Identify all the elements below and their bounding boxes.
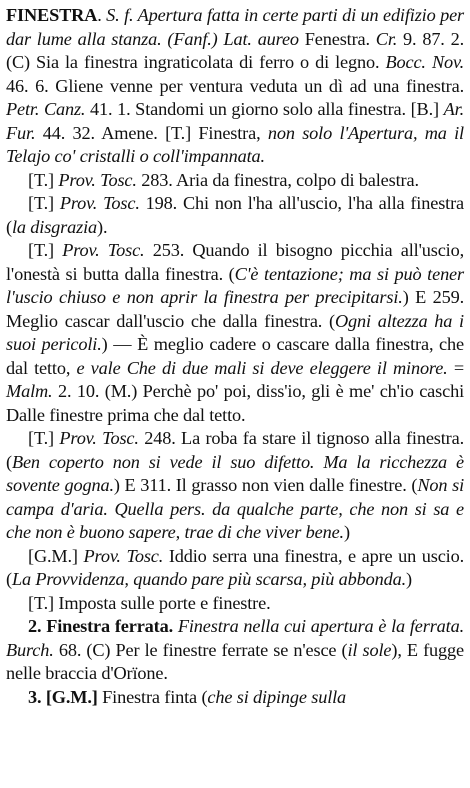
body-text: 283. Aria da finestra, colpo di balestra.	[136, 169, 419, 190]
body-text: [T.]	[28, 169, 59, 190]
italic-text: Cr.	[375, 28, 398, 49]
body-text: [T.]	[28, 193, 60, 213]
italic-text: e vale Che di due mali si deve eleggere il minore.	[76, 357, 448, 378]
italic-text: S. f. Apertura fatta in certe parti di un edifizio per dar lume alla stanza. (Fanf.) Lat. aureo	[6, 5, 465, 49]
italic-text: Prov. Tosc.	[62, 240, 145, 260]
bold-text: 2. Finestra ferrata.	[28, 616, 174, 636]
body-text: Fenestra.	[298, 28, 376, 49]
paragraph	[6, 4, 464, 169]
body-text: =	[447, 357, 464, 378]
italic-text: Bocc. Nov.	[385, 52, 465, 72]
italic-text: La Provvidenza, quando pare più scarsa, più abbonda.	[11, 569, 406, 589]
italic-text: la disgrazia	[11, 216, 98, 237]
italic-text: non solo l'Apertura, ma il Telajo co' cristalli o coll'impannata.	[6, 122, 464, 166]
italic-text: Ar. Fur.	[6, 99, 464, 143]
bold-text: 3. [G.M.]	[28, 686, 98, 707]
body-text: )	[405, 569, 412, 589]
body-text: ) — È meglio cadere o cascare dalla finestra, che dal tetto,	[6, 334, 464, 378]
italic-text: Ogni altezza ha i suoi pericoli.	[6, 310, 464, 354]
body-text: [T.]	[28, 428, 60, 448]
paragraph	[6, 686, 464, 710]
italic-text: Finestra nella cui apertura è la ferrata. Burch.	[6, 616, 465, 660]
body-text: ).	[97, 216, 108, 237]
body-text: ) E 311. Il grasso non vien dalle finestre. (	[113, 475, 418, 495]
body-text: 44. 32. Amene. [T.] Finestra,	[35, 122, 268, 143]
italic-text: Malm.	[6, 381, 53, 401]
dictionary-entry	[6, 4, 464, 709]
body-text: )	[343, 522, 350, 542]
body-text: 41. 1. Standomi un giorno solo alla finestra. [B.]	[85, 99, 444, 119]
body-text: 253. Quando il bisogno picchia all'uscio, l'onestà si butta dalla finestra. (	[6, 240, 464, 284]
paragraph	[6, 592, 464, 616]
body-text: ) E 259. Meglio cascar dall'uscio che dalla finestra. (	[6, 287, 464, 331]
body-text: ), E fugge nelle braccia d'Orïone.	[6, 639, 464, 683]
italic-text: Prov. Tosc.	[59, 428, 139, 448]
italic-text: Prov. Tosc.	[58, 169, 137, 190]
body-text: [G.M.]	[28, 545, 84, 566]
paragraph	[6, 192, 464, 239]
italic-text: il sole	[347, 639, 392, 660]
body-text: [T.]	[28, 240, 63, 260]
body-text: 68. (C) Per le finestre ferrate se n'esce (	[53, 639, 348, 660]
paragraph	[6, 239, 464, 427]
body-text: .	[97, 5, 107, 25]
body-text: Finestra finta (	[97, 686, 208, 707]
paragraph	[6, 615, 464, 686]
italic-text: che si dipinge sulla	[207, 686, 347, 707]
body-text: [T.] Imposta sulle porte e finestre.	[28, 592, 271, 613]
body-text: 9. 87. 2. (C) Sia la finestra ingraticolata di ferro o di legno.	[6, 28, 464, 72]
body-text: 198. Chi non l'ha all'uscio, l'ha alla finestra (	[6, 193, 464, 237]
paragraph	[6, 427, 464, 545]
italic-text: Prov. Tosc.	[83, 545, 164, 566]
paragraph	[6, 169, 464, 193]
italic-text: Petr. Canz.	[6, 99, 86, 119]
body-text: 248. La roba fa stare il tignoso alla finestra. (	[6, 428, 464, 472]
italic-text: Non si campa d'aria. Quella pers. da qualche parte, che non si sa e che non è buono sapere, trae di che viver bene.	[6, 475, 465, 542]
italic-text: Prov. Tosc.	[59, 193, 140, 213]
italic-text: Ben coperto non si vede il suo difetto. Ma la ricchezza è sovente gogna.	[6, 451, 464, 495]
body-text: 2. 10. (M.) Perchè po' poi, diss'io, gli è me' ch'io caschi Dalle finestre prima che dal tetto.	[6, 381, 464, 425]
body-text: 46. 6. Gliene venne per ventura veduta un dì ad una finestra.	[6, 75, 464, 96]
italic-text: C'è tentazione; ma si può tener l'uscio chiuso e non aprir la finestra per precipitarsi.	[6, 263, 464, 307]
body-text: Iddio serra una finestra, e apre un uscio. (	[6, 545, 465, 589]
paragraph	[6, 545, 464, 592]
bold-text: FINESTRA	[6, 5, 98, 25]
